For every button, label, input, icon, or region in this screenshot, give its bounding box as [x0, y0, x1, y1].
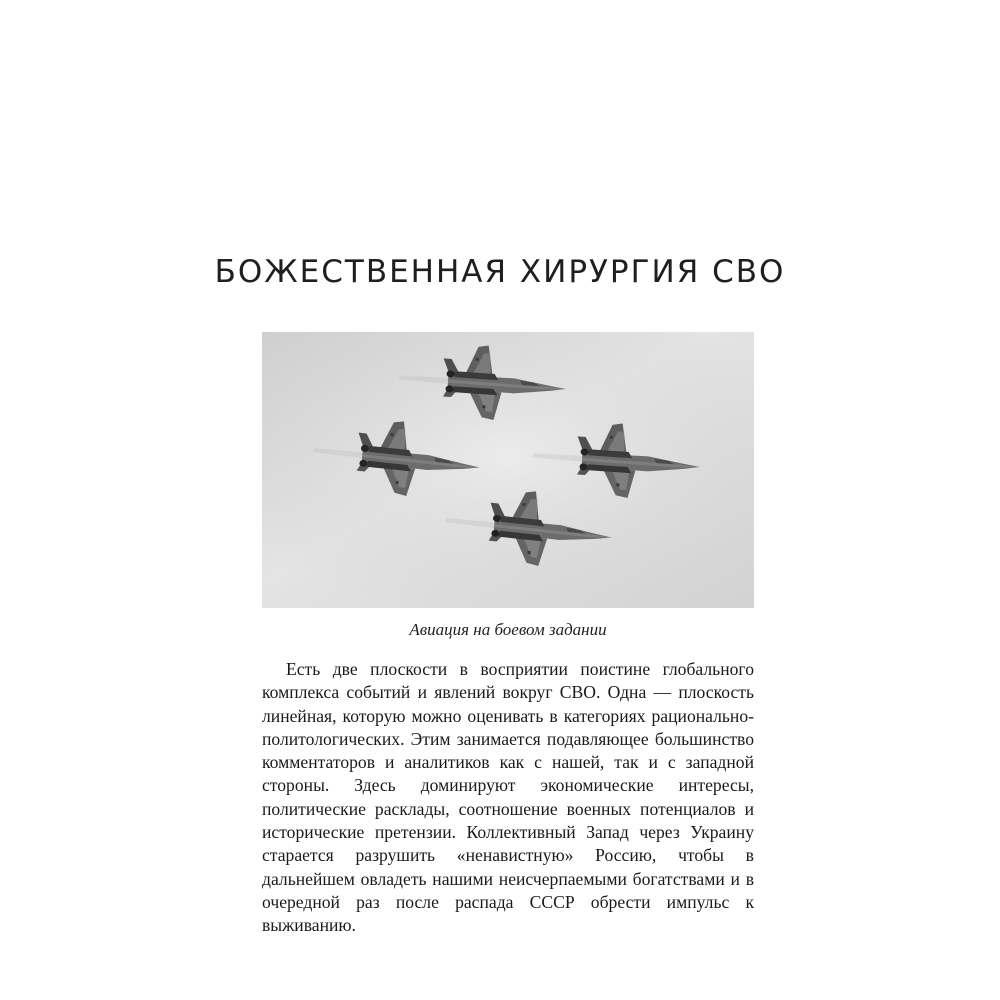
page-title: БОЖЕСТВЕННАЯ ХИРУРГИЯ СВО: [214, 254, 786, 290]
figure-caption: Авиация на боевом задании: [409, 620, 607, 639]
aircraft-photo-image: [262, 332, 754, 608]
body-paragraph: Есть две плоскости в восприятии поистине глобального комплекса событий и явлений вокруг СВО. Одна — плоскость линейная, которую можно оценивать в категориях рационально-политологических. Этим занимается подавляющее большинство комментаторов и аналитиков как с нашей, так и с западной стороны. Здесь доминируют экономические интересы, политические расклады, соотношение военных потенциалов и исторические претензии. Коллективный Запад через Украину старается разрушить «ненавистную» Россию, чтобы в дальнейшем овладеть нашими неисчерпаемыми богатствами и в очередной раз после распада СССР обрести импульс к выживанию.: [262, 659, 754, 936]
aircraft-photo: [262, 332, 754, 608]
